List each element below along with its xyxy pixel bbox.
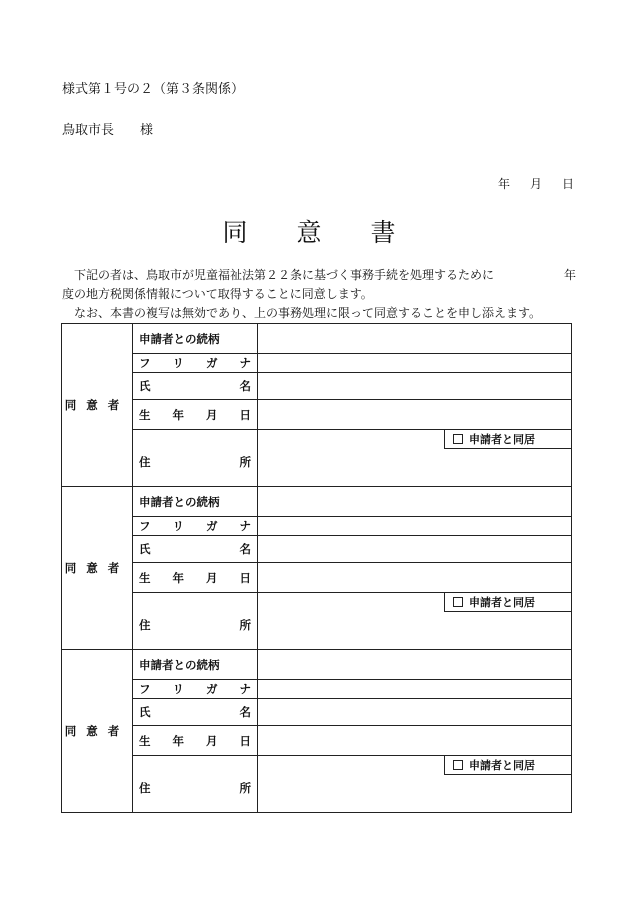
recipient — [62, 119, 153, 138]
consenter-row-name — [62, 373, 572, 400]
consenter-group-label: 同意者 — [62, 324, 133, 487]
address-field[interactable] — [258, 756, 572, 813]
kana-label-char: ガ — [206, 356, 218, 370]
document-title: 同 意 書 — [222, 218, 408, 247]
cohabit-checkbox[interactable] — [453, 434, 463, 444]
consenter-group-label: 同意者 — [62, 650, 133, 813]
consenter-row-birth — [62, 400, 572, 430]
name-label-char: 名 — [239, 542, 251, 556]
kana-label-char: ガ — [206, 682, 218, 696]
kana-label-char: ガ — [206, 519, 218, 533]
birth-label-char: 生 — [139, 570, 151, 585]
consenter-group-label: 同意者 — [62, 487, 133, 650]
kana-field[interactable] — [258, 680, 572, 699]
kana-label — [139, 681, 251, 697]
birthdate-field[interactable] — [258, 563, 572, 593]
name-label — [139, 378, 251, 394]
kana-label-char: フ — [139, 682, 151, 696]
consent-line-1: 下記の者は、鳥取市が児童福祉法第２２条に基づく事務手続を処理するために — [74, 268, 495, 282]
address-field[interactable] — [258, 430, 572, 487]
consent-line-2: 度の地方税関係情報について取得することに同意します。 — [62, 287, 373, 301]
kana-label — [139, 518, 251, 534]
kana-label-char: ナ — [239, 682, 251, 696]
kana-field[interactable] — [258, 354, 572, 373]
cohabit-checkbox[interactable] — [453, 597, 463, 607]
cohabit-label: 申請者と同居 — [469, 759, 535, 772]
date-year: 年 — [497, 177, 510, 191]
birth-label — [139, 570, 251, 586]
consenter-row-kana — [62, 354, 572, 373]
address-label — [139, 780, 251, 796]
birth-label-char: 日 — [239, 733, 251, 748]
name-field[interactable] — [258, 373, 572, 400]
birth-label-char: 月 — [206, 407, 218, 422]
birth-label-char: 年 — [172, 570, 184, 585]
consenter-table — [61, 323, 572, 813]
address-label-char: 住 — [139, 618, 151, 632]
name-label — [139, 541, 251, 557]
consenter-row-kana — [62, 680, 572, 699]
address-label-char: 所 — [239, 618, 251, 632]
birth-label-char: 月 — [206, 733, 218, 748]
address-field[interactable] — [258, 593, 572, 650]
name-label-char: 氏 — [139, 705, 151, 719]
consent-line-1-year: 年 — [563, 268, 576, 282]
kana-label-char: ナ — [239, 356, 251, 370]
address-label-char: 住 — [139, 781, 151, 795]
consenter-row-name — [62, 536, 572, 563]
cohabit-option[interactable] — [444, 756, 572, 775]
birth-label-char: 年 — [172, 407, 184, 422]
consent-text — [62, 266, 576, 323]
relation-field[interactable] — [258, 324, 572, 354]
consenter-row-kana — [62, 517, 572, 536]
relation-label: 申請者との続柄 — [133, 650, 258, 680]
form-id: 様式第１号の２（第３条関係） — [62, 82, 245, 97]
name-label-char: 名 — [239, 379, 251, 393]
cohabit-option[interactable] — [444, 593, 572, 612]
address-label-char: 所 — [239, 781, 251, 795]
cohabit-label: 申請者と同居 — [469, 433, 535, 446]
birth-label — [139, 407, 251, 423]
birth-label-char: 年 — [172, 733, 184, 748]
recipient-honorific: 様 — [140, 123, 154, 138]
birthdate-field[interactable] — [258, 726, 572, 756]
name-field[interactable] — [258, 536, 572, 563]
relation-label: 申請者との続柄 — [133, 487, 258, 517]
birth-label — [139, 733, 251, 749]
kana-label-char: フ — [139, 356, 151, 370]
relation-field[interactable] — [258, 487, 572, 517]
name-label — [139, 704, 251, 720]
kana-label-char: ナ — [239, 519, 251, 533]
consenter-row-name — [62, 699, 572, 726]
relation-label: 申請者との続柄 — [133, 324, 258, 354]
cohabit-checkbox[interactable] — [453, 760, 463, 770]
address-label — [139, 617, 251, 633]
consenter-row-address — [62, 430, 572, 487]
kana-label-char: リ — [172, 682, 184, 696]
consenter-row-address — [62, 756, 572, 813]
consenter-row-relation — [62, 487, 572, 517]
date-day: 日 — [561, 177, 574, 191]
cohabit-option[interactable] — [444, 430, 572, 449]
address-label-char: 所 — [239, 455, 251, 469]
kana-field[interactable] — [258, 517, 572, 536]
birth-label-char: 生 — [139, 407, 151, 422]
name-field[interactable] — [258, 699, 572, 726]
name-label-char: 氏 — [139, 542, 151, 556]
kana-label — [139, 355, 251, 371]
kana-label-char: リ — [172, 356, 184, 370]
relation-field[interactable] — [258, 650, 572, 680]
kana-label-char: フ — [139, 519, 151, 533]
cohabit-label: 申請者と同居 — [469, 596, 535, 609]
birth-label-char: 生 — [139, 733, 151, 748]
consent-line-3: なお、本書の複写は無効であり、上の事務処理に限って同意することを申し添えます。 — [74, 306, 542, 320]
birth-label-char: 日 — [239, 570, 251, 585]
address-label — [139, 454, 251, 470]
birthdate-field[interactable] — [258, 400, 572, 430]
date-line — [478, 175, 574, 192]
consenter-row-birth — [62, 726, 572, 756]
consenter-row-birth — [62, 563, 572, 593]
birth-label-char: 月 — [206, 570, 218, 585]
date-month: 月 — [529, 177, 542, 191]
kana-label-char: リ — [172, 519, 184, 533]
recipient-name: 鳥取市長 — [62, 123, 115, 138]
birth-label-char: 日 — [239, 407, 251, 422]
consenter-row-relation — [62, 650, 572, 680]
name-label-char: 名 — [239, 705, 251, 719]
name-label-char: 氏 — [139, 379, 151, 393]
consenter-row-address — [62, 593, 572, 650]
address-label-char: 住 — [139, 455, 151, 469]
consenter-row-relation — [62, 324, 572, 354]
